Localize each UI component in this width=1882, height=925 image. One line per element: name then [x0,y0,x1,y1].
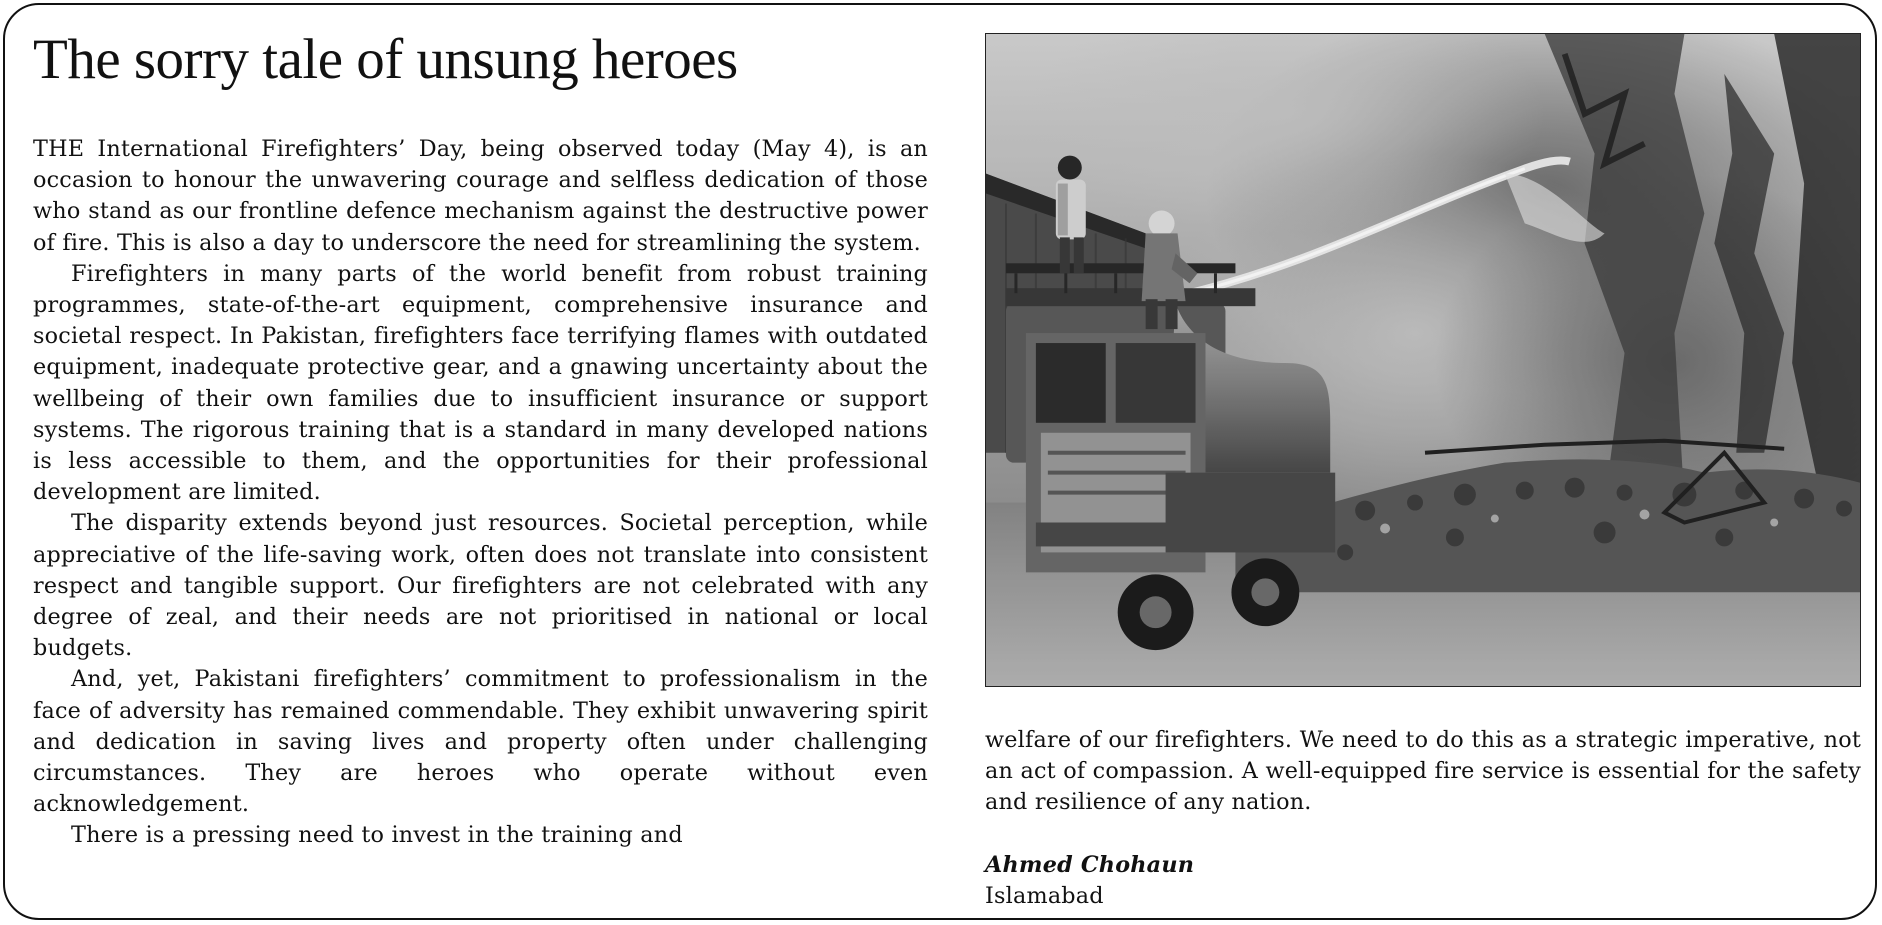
letter-frame [3,3,1877,920]
right-column [985,725,1861,819]
left-column [33,134,928,852]
paragraph-1: THE International Firefighters’ Day, being observed today (May 4), is an occasion to honour the unwavering courage and selfless dedication of those who stand as our frontline defence mechanism against the destructive power of fire. This is also a day to underscore the need for streamlining the system. [33,136,928,256]
author-city: Islamabad [985,883,1104,910]
firefighters-photo-illustration [986,34,1860,686]
headline: The sorry tale of unsung heroes [33,28,738,91]
firefighters-photo [985,33,1861,687]
paragraph-5: There is a pressing need to invest in the training and [71,822,683,849]
author-name: Ahmed Chohaun [985,852,1195,878]
paragraph-6: welfare of our firefighters. We need to do this as a strategic imperative, not an act of compassion. A well-equipped fire service is essential for the safety and resilience of any nation. [985,727,1861,816]
paragraph-3: The disparity extends beyond just resources. Societal perception, while appreciative of the life-saving work, often does not translate into consistent respect and tangible support. Our firefighters are not celebrated with any degree of zeal, and their needs are not prioritised in national or local budgets. [33,510,928,662]
paragraph-2: Firefighters in many parts of the world benefit from robust training programmes, state-of-the-art equipment, comprehensive insurance and societal respect. In Pakistan, firefighters face terrifying flames with outdated equipment, inadequate protective gear, and a gnawing uncertainty about the wellbeing of their own families due to insufficient insurance or support systems. The rigorous training that is a standard in many developed nations is less accessible to them, and the opportunities for their professional development are limited. [33,260,928,506]
signature [985,850,1194,912]
paragraph-4: And, yet, Pakistani firefighters’ commitment to professionalism in the face of adversity has remained commendable. They exhibit unwavering spirit and dedication in saving lives and property often under challenging circumstances. They are heroes who operate without even acknowledgement. [33,666,928,818]
